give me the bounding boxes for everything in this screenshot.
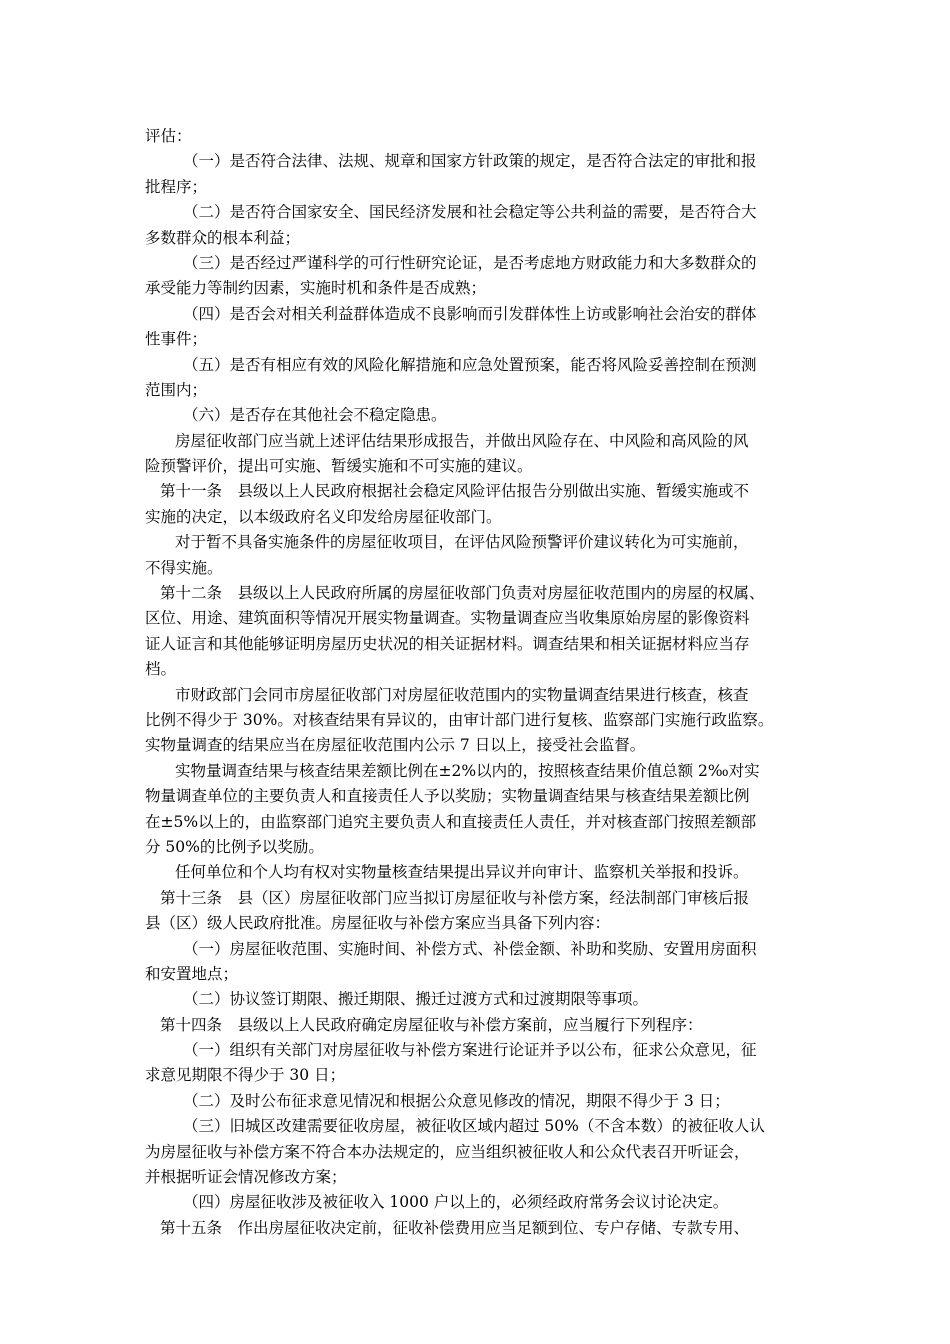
text-line: 第十二条 县级以上人民政府所属的房屋征收部门负责对房屋征收范围内的房屋的权属、 (160, 584, 765, 603)
text-line: （一）组织有关部门对房屋征收与补偿方案进行论证并予以公布，征求公众意见，征 (183, 1041, 757, 1060)
text-line: 批程序； (145, 177, 208, 196)
text-line: 区位、用途、建筑面积等情况开展实物量调查。实物量调查应当收集原始房屋的影像资料 (145, 609, 750, 628)
text-line: 第十一条 县级以上人民政府根据社会稳定风险评估报告分别做出实施、暂缓实施或不 (160, 482, 750, 501)
text-line: 和安置地点； (145, 964, 239, 983)
text-line: 第十五条 作出房屋征收决定前，征收补偿费用应当足额到位、专户存储、专款专用、 (160, 1218, 750, 1237)
text-line: 对于暂不具备实施条件的房屋征收项目，在评估风险预警评价建议转化为可实施前， (175, 533, 749, 552)
text-line: （二）是否符合国家安全、国民经济发展和社会稳定等公共利益的需要，是否符合大 (183, 203, 757, 222)
text-line: 为房屋征收与补偿方案不符合本办法规定的，应当组织被征收人和公众代表召开听证会， (145, 1142, 750, 1161)
text-line: 房屋征收部门应当就上述评估结果形成报告，并做出风险存在、中风险和高风险的风 (175, 431, 749, 450)
text-line: 证人证言和其他能够证明房屋历史状况的相关证据材料。调查结果和相关证据材料应当存 (145, 634, 750, 653)
text-line: （一）房屋征收范围、实施时间、补偿方式、补偿金额、补助和奖励、安置用房面积 (183, 939, 757, 958)
text-line: 比例不得少于 30%。对核查结果有异议的，由审计部门进行复核、监察部门实施行政监察。 (145, 710, 774, 729)
text-line: （一）是否符合法律、法规、规章和国家方针政策的规定，是否符合法定的审批和报 (183, 152, 757, 171)
text-line: 不得实施。 (145, 558, 223, 577)
text-line: （四）是否会对相关利益群体造成不良影响而引发群体性上访或影响社会治安的群体 (183, 304, 757, 323)
text-line: 性事件； (145, 330, 208, 349)
text-line: 求意见期限不得少于 30 日； (145, 1066, 346, 1085)
text-line: 在±5%以上的，由监察部门追究主要负责人和直接责任人责任，并对核查部门按照差额部 (145, 812, 757, 831)
text-line: 评估： (145, 127, 192, 145)
text-line: 分 50%的比例予以奖励。 (145, 837, 324, 856)
text-line: 第十四条 县级以上人民政府确定房屋征收与补偿方案前，应当履行下列程序： (160, 1015, 703, 1034)
text-line: 实物量调查结果与核查结果差额比例在±2%以内的，按照核查结果价值总额 2‰对实 (175, 761, 760, 780)
document-page (145, 124, 815, 1241)
text-line: （二）及时公布征求意见情况和根据公众意见修改的情况，期限不得少于 3 日； (183, 1091, 730, 1110)
text-line: （四）房屋征收涉及被征收入 1000 户以上的，必须经政府常务会议讨论决定。 (183, 1193, 729, 1212)
text-line: 任何单位和个人均有权对实物量核查结果提出异议并向审计、监察机关举报和投诉。 (175, 863, 749, 882)
text-line: 第十三条 县（区）房屋征收部门应当拟订房屋征收与补偿方案，经法制部门审核后报 (160, 888, 750, 907)
text-line: 并根据听证会情况修改方案； (145, 1168, 347, 1187)
text-line: 物量调查单位的主要负责人和直接责任人予以奖励；实物量调查结果与核查结果差额比例 (145, 787, 750, 806)
text-line: （五）是否有相应有效的风险化解措施和应急处置预案，能否将风险妥善控制在预测 (183, 355, 757, 374)
text-line: 范围内； (145, 380, 208, 399)
text-line: 承受能力等制约因素，实施时机和条件是否成熟； (145, 279, 487, 298)
text-line: 多数群众的根本利益； (145, 228, 301, 247)
text-line: （三）是否经过严谨科学的可行性研究论证，是否考虑地方财政能力和大多数群众的 (183, 253, 757, 272)
text-line: 实物量调查的结果应当在房屋征收范围内公示 7 日以上，接受社会监督。 (145, 736, 646, 755)
text-line: （六）是否存在其他社会不稳定隐患。 (183, 406, 447, 425)
text-line: 档。 (145, 660, 177, 679)
text-line: 市财政部门会同市房屋征收部门对房屋征收范围内的实物量调查结果进行核查，核查 (175, 685, 749, 704)
text-line: 险预警评价，提出可实施、暂缓实施和不可实施的建议。 (145, 457, 533, 476)
text-line: 县（区）级人民政府批准。房屋征收与补偿方案应当具备下列内容： (145, 914, 611, 933)
text-line: 实施的决定，以本级政府名义印发给房屋征收部门。 (145, 507, 502, 526)
text-line: （二）协议签订期限、搬迁期限、搬迁过渡方式和过渡期限等事项。 (183, 990, 649, 1009)
text-line: （三）旧城区改建需要征收房屋，被征收区域内超过 50%（不含本数）的被征收人认 (183, 1117, 765, 1136)
